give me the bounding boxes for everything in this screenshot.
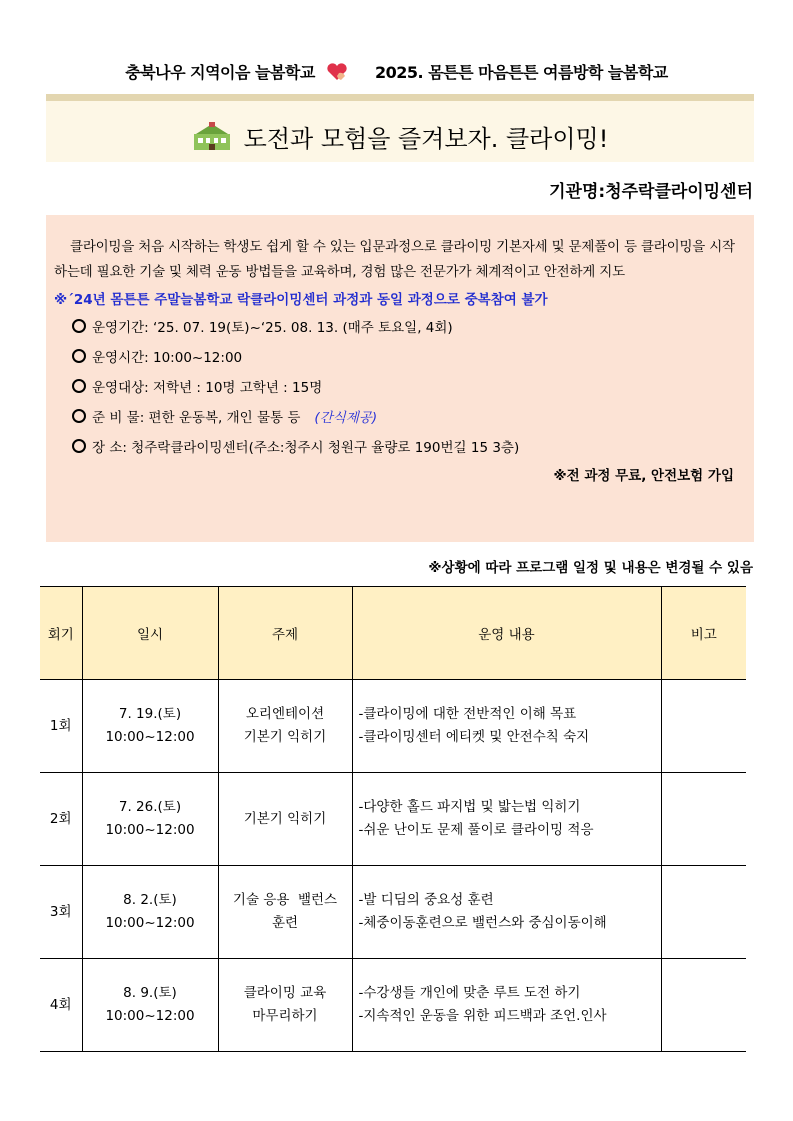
topic-cell xyxy=(218,773,352,866)
date-text: 8. 9.(토) xyxy=(123,985,177,1001)
page-title: 도전과 모험을 즐겨보자. 클라이밍! xyxy=(243,125,609,153)
session-cell: 4회 xyxy=(40,959,82,1052)
location-text: 장 소: 청주락클라이밍센터(주소:청주시 청원구 율량로 190번길 15 3층) xyxy=(92,440,520,456)
topic-line: 기술 응용 밸런스 xyxy=(232,892,338,908)
circle-bullet-icon xyxy=(72,349,86,363)
topic-cell xyxy=(218,680,352,773)
info-item-target xyxy=(54,373,742,403)
content-cell xyxy=(352,866,661,959)
topic-line: 기본기 익히기 xyxy=(243,810,327,827)
table-header-row xyxy=(40,587,746,680)
program-name: 충북나우 지역이음 늘봄학교 xyxy=(125,63,315,82)
duplicate-notice: ※´24년 몸튼튼 주말늘봄학교 락클라이밍센터 과정과 동일 과정으로 중복참여 불가 xyxy=(54,292,548,308)
topic-line: 기본기 익히기 xyxy=(243,729,327,745)
content-cell xyxy=(352,773,661,866)
topic-line: 오리엔테이션 xyxy=(245,706,325,722)
school-icon xyxy=(192,122,232,152)
table-row xyxy=(40,866,746,959)
note-cell xyxy=(661,680,746,773)
period-text: 운영기간: ‘25. 07. 19(토)~‘25. 08. 13. (매주 토요일, 4회) xyxy=(92,320,453,336)
content-line: -클라이밍에 대한 전반적인 이해 목표 xyxy=(358,706,577,722)
free-notice: ※전 과정 무료, 안전보험 가입 xyxy=(553,468,734,484)
content-line: -클라이밍센터 에티켓 및 안전수칙 숙지 xyxy=(358,729,590,745)
date-text: 7. 26.(토) xyxy=(118,799,182,815)
change-notice: ※상황에 따라 프로그램 일정 및 내용은 변경될 수 있음 xyxy=(428,560,753,576)
info-item-supplies xyxy=(54,403,742,433)
date-cell xyxy=(82,959,218,1052)
page-header xyxy=(0,60,793,83)
header-content: 운영 내용 xyxy=(352,587,661,680)
table-row xyxy=(40,959,746,1052)
circle-bullet-icon xyxy=(72,319,86,333)
content-line: -다양한 홀드 파지법 및 밟는법 익히기 xyxy=(358,799,581,815)
program-info-box xyxy=(46,215,754,542)
content-line: -발 디딤의 중요성 훈련 xyxy=(358,892,494,908)
content-line: -지속적인 운동을 위한 피드백과 조언.인사 xyxy=(358,1008,607,1024)
info-item-time xyxy=(54,343,742,373)
circle-bullet-icon xyxy=(72,379,86,393)
topic-line: 마무리하기 xyxy=(252,1008,318,1024)
note-cell xyxy=(661,773,746,866)
circle-bullet-icon xyxy=(72,409,86,423)
time-text: 10:00~12:00 xyxy=(105,1008,195,1024)
table-row xyxy=(40,680,746,773)
session-cell: 3회 xyxy=(40,866,82,959)
heart-hand-icon xyxy=(326,63,348,81)
title-banner xyxy=(46,94,754,162)
time-text: 10:00~12:00 xyxy=(105,729,195,745)
date-cell xyxy=(82,773,218,866)
content-line: -체중이동훈련으로 밸런스와 중심이동이해 xyxy=(358,915,607,931)
header-session: 회기 xyxy=(40,587,82,680)
snack-note: (간식제공) xyxy=(314,410,378,426)
content-line: -수강생들 개인에 맞춘 루트 도전 하기 xyxy=(358,985,581,1001)
session-cell: 1회 xyxy=(40,680,82,773)
circle-bullet-icon xyxy=(72,439,86,453)
content-cell xyxy=(352,680,661,773)
date-text: 7. 19.(토) xyxy=(118,706,182,722)
date-text: 8. 2.(토) xyxy=(123,892,177,908)
topic-line: 훈련 xyxy=(271,915,299,931)
note-cell xyxy=(661,959,746,1052)
content-line: -쉬운 난이도 문제 풀이로 클라이밍 적응 xyxy=(358,822,594,838)
schedule-table xyxy=(40,586,746,1052)
session-cell: 2회 xyxy=(40,773,82,866)
content-cell xyxy=(352,959,661,1052)
topic-cell xyxy=(218,866,352,959)
topic-cell xyxy=(218,959,352,1052)
program-title: 2025. 몸튼튼 마음튼튼 여름방학 늘봄학교 xyxy=(375,63,668,82)
header-date: 일시 xyxy=(82,587,218,680)
info-item-period xyxy=(54,313,742,343)
header-note: 비고 xyxy=(661,587,746,680)
date-cell xyxy=(82,680,218,773)
note-cell xyxy=(661,866,746,959)
date-cell xyxy=(82,866,218,959)
header-topic: 주제 xyxy=(218,587,352,680)
organization-name: 기관명:청주락클라이밍센터 xyxy=(549,182,753,202)
target-text: 운영대상: 저학년 : 10명 고학년 : 15명 xyxy=(92,380,323,396)
info-item-location xyxy=(54,433,742,463)
time-text: 운영시간: 10:00~12:00 xyxy=(92,350,243,366)
time-text: 10:00~12:00 xyxy=(105,915,195,931)
table-row xyxy=(40,773,746,866)
program-description: 클라이밍을 처음 시작하는 학생도 쉽게 할 수 있는 입문과정으로 클라이밍 기본자세 및 문제풀이 등 클라이밍을 시작하는데 필요한 기술 및 체력 운동 방법들을 교육하며, 경험 많은 전문가가 체계적이고 안전하게 지도 xyxy=(54,239,735,280)
time-text: 10:00~12:00 xyxy=(105,822,195,838)
topic-line: 클라이밍 교육 xyxy=(243,985,327,1001)
supplies-text: 준 비 물: 편한 운동복, 개인 물통 등 xyxy=(92,410,301,426)
